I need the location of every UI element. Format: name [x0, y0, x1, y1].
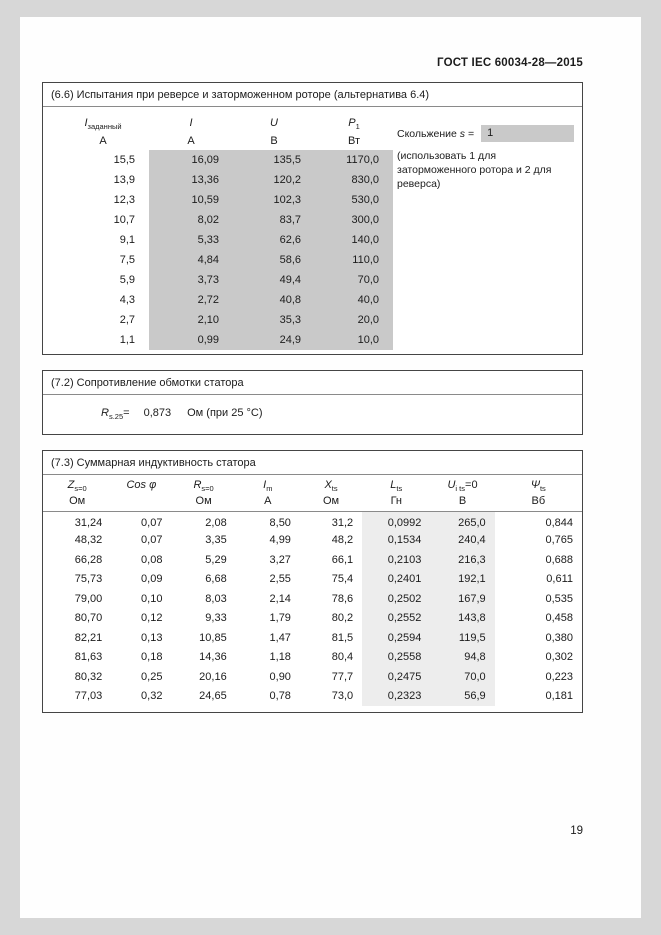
table-cell: 5,29: [205, 553, 227, 566]
table-cell: 48,32: [74, 534, 103, 547]
table-cell: 0,2323: [362, 687, 430, 707]
table-cell: 5,9: [119, 274, 135, 287]
section-6-6-body: [43, 107, 582, 354]
column-header-x: $X_{ts}$: [324, 479, 338, 494]
table-cell: 0,2475: [362, 667, 430, 687]
table-cell: 0,2502: [362, 589, 430, 609]
table-cell: 530,0: [315, 190, 393, 210]
table-cell: 140,0: [315, 230, 393, 250]
table-row: [57, 330, 393, 350]
table-cell: 216,3: [430, 550, 494, 570]
table-cell: 2,14: [269, 592, 291, 605]
table-cell: 3,35: [205, 534, 227, 547]
table-cell: 0,13: [141, 631, 163, 644]
section-7-3: [42, 450, 583, 713]
table-cell: 94,8: [430, 648, 494, 668]
table-cell: 0,18: [141, 651, 163, 664]
table-row: [57, 190, 393, 210]
table-cell: 1,1: [119, 334, 135, 347]
document-page: [20, 17, 641, 918]
table-cell: 0,07: [141, 534, 163, 547]
table-row: [43, 570, 582, 590]
table-cell: 81,63: [74, 651, 103, 664]
table-cell: 24,9: [233, 330, 315, 350]
unit-label: Гн: [362, 494, 430, 512]
table-cell: 82,21: [74, 631, 103, 644]
table-cell: 0,07: [141, 516, 163, 529]
resistance-symbol: $R_{s.25}=$: [101, 407, 130, 422]
table-cell: 8,03: [205, 592, 227, 605]
section-7-2-title: (7.2) Сопротивление обмотки статора: [43, 371, 582, 395]
table-row: [57, 150, 393, 170]
unit-label: А: [99, 135, 107, 148]
column-header-psi: $\Psi_{ts}$: [530, 479, 546, 494]
table-cell: 0,688: [545, 553, 573, 566]
table-cell: 73,0: [331, 690, 354, 703]
table-cell: 0,535: [545, 592, 573, 605]
table-cell: 31,24: [74, 516, 103, 529]
table-cell: 240,4: [430, 531, 494, 551]
table-cell: 1,18: [269, 651, 291, 664]
table-cell: 143,8: [430, 609, 494, 629]
table-cell: 70,0: [315, 270, 393, 290]
table-cell: 120,2: [233, 170, 315, 190]
section-6-6-title: (6.6) Испытания при реверсе и заторможенном роторе (альтернатива 6.4): [43, 83, 582, 107]
table-cell: 16,09: [149, 150, 233, 170]
table-row: [57, 290, 393, 310]
table-cell: 0,844: [545, 516, 573, 529]
table-cell: 9,33: [205, 612, 227, 625]
table-cell: 0,1534: [362, 531, 430, 551]
table-row: [57, 310, 393, 330]
table-cell: 0,611: [546, 573, 573, 586]
table-cell: 83,7: [233, 210, 315, 230]
unit-label: Ом: [300, 494, 362, 512]
table-cell: 2,55: [269, 573, 291, 586]
table-cell: 8,50: [269, 516, 291, 529]
unit-label: Ом: [43, 494, 111, 512]
unit-label: Ом: [171, 494, 235, 512]
table-cell: 167,9: [430, 589, 494, 609]
table-cell: 77,03: [74, 690, 103, 703]
table-cell: 300,0: [315, 210, 393, 230]
unit-label: В: [430, 494, 494, 512]
table-cell: 0,380: [545, 631, 573, 644]
table-cell: 0,2552: [362, 609, 430, 629]
table-row: [57, 230, 393, 250]
table-cell: 6,68: [205, 573, 227, 586]
table-cell: 77,7: [331, 670, 354, 683]
table-row: [43, 628, 582, 648]
table-header-row: [43, 475, 582, 493]
table-cell: 2,72: [149, 290, 233, 310]
table-cell: 15,5: [113, 154, 135, 167]
table-cell: 80,4: [331, 651, 354, 664]
resistance-unit: Ом (при 25 °C): [187, 407, 263, 420]
document-header: ГОСТ IEC 60034-28—2015: [437, 57, 583, 69]
table-cell: 75,73: [74, 573, 103, 586]
slip-note: (использовать 1 для заторможенного ротора и 2 для реверса): [397, 150, 552, 191]
column-header-l: $L_{ts}$: [390, 479, 403, 494]
resistance-value: 0,873: [143, 407, 172, 420]
column-header-z: $Z_{s=0}$: [67, 479, 87, 494]
page-number: 19: [570, 825, 583, 838]
column-header-i: I: [189, 117, 193, 129]
table-cell: 0,09: [141, 573, 163, 586]
table-cell: 62,6: [233, 230, 315, 250]
table-cell: 4,3: [119, 294, 135, 307]
slip-value-input[interactable]: 1: [481, 125, 574, 142]
table-cell: 0,78: [269, 690, 291, 703]
unit-label: В: [270, 135, 278, 148]
table-cell: 80,2: [331, 612, 354, 625]
slip-row: [397, 125, 574, 142]
table-cell: 2,10: [149, 310, 233, 330]
table-cell: 1170,0: [315, 150, 393, 170]
table-cell: 10,7: [113, 214, 135, 227]
table-cell: 2,08: [205, 516, 227, 529]
table-cell: 9,1: [119, 234, 135, 247]
table-cell: 119,5: [430, 628, 494, 648]
table-cell: 79,00: [74, 592, 103, 605]
table-cell: 13,9: [113, 174, 135, 187]
table-cell: 0,32: [141, 690, 163, 703]
table-cell: 0,90: [269, 670, 291, 683]
table-cell: 20,16: [199, 670, 227, 683]
section-7-2: [42, 370, 583, 435]
table-cell: 8,02: [149, 210, 233, 230]
table-cell: 7,5: [119, 254, 135, 267]
table-cell: 1,47: [269, 631, 291, 644]
table-cell: 1,79: [269, 612, 291, 625]
table-cell: 12,3: [113, 194, 135, 207]
table-cell: 3,27: [269, 553, 291, 566]
table-cell: 830,0: [315, 170, 393, 190]
column-header-u: $U_{i ts}=0$: [447, 479, 478, 494]
table-cell: 49,4: [233, 270, 315, 290]
table-cell: 40,0: [315, 290, 393, 310]
table-cell: 31,2: [331, 516, 354, 529]
table-cell: 24,65: [199, 690, 227, 703]
column-header-u: U: [270, 117, 278, 129]
table-cell: 0,25: [141, 670, 163, 683]
unit-label: А: [236, 494, 300, 512]
table-row: [57, 270, 393, 290]
table-row: [57, 170, 393, 190]
table-cell: 5,33: [149, 230, 233, 250]
table-cell: 58,6: [233, 250, 315, 270]
table-cell: 0,2558: [362, 648, 430, 668]
table-row: [43, 648, 582, 668]
table-cell: 0,99: [149, 330, 233, 350]
table-row: [43, 589, 582, 609]
column-header-p1: $P_1$: [348, 117, 360, 132]
table-cell: 35,3: [233, 310, 315, 330]
table-cell: 3,73: [149, 270, 233, 290]
table-cell: 135,5: [233, 150, 315, 170]
section-7-2-body: [43, 395, 582, 434]
table-cell: 66,28: [74, 553, 103, 566]
table-cell: 78,6: [331, 592, 354, 605]
table-cell: 0,2103: [362, 550, 430, 570]
table-cell: 75,4: [331, 573, 354, 586]
table-cell: 4,99: [269, 534, 291, 547]
table-cell: 265,0: [430, 511, 494, 531]
table-cell: 0,0992: [362, 511, 430, 531]
table-units-row: [43, 494, 582, 512]
table-cell: 48,2: [331, 534, 354, 547]
table-cell: 4,84: [149, 250, 233, 270]
table-cell: 0,12: [141, 612, 163, 625]
table-cell: 110,0: [315, 250, 393, 270]
table-row: [43, 609, 582, 629]
table-cell: 14,36: [199, 651, 227, 664]
table-cell: 66,1: [331, 553, 354, 566]
table-cell: 56,9: [430, 687, 494, 707]
section-6-6: [42, 82, 583, 355]
table-cell: 0,181: [545, 690, 573, 703]
table-cell: 0,08: [141, 553, 163, 566]
table-row: [43, 511, 582, 531]
unit-label: Вб: [495, 494, 582, 512]
table-cell: 102,3: [233, 190, 315, 210]
table-cell: 70,0: [430, 667, 494, 687]
table-row: [43, 687, 582, 707]
table-cell: 20,0: [315, 310, 393, 330]
column-header-im: $I_m$: [263, 479, 273, 494]
table-units-row: [57, 133, 393, 150]
table-cell: 0,302: [545, 651, 573, 664]
stator-inductance-table: [43, 475, 582, 706]
unit-label: [111, 494, 171, 512]
table-cell: 13,36: [149, 170, 233, 190]
table-row: [57, 210, 393, 230]
table-cell: 80,70: [74, 612, 103, 625]
unit-label: Вт: [347, 135, 360, 148]
column-header-cos-phi: Cos φ: [126, 479, 157, 492]
table-cell: 10,59: [149, 190, 233, 210]
table-cell: 80,32: [74, 670, 103, 683]
locked-rotor-test-table: [57, 115, 393, 350]
table-cell: 0,2594: [362, 628, 430, 648]
slip-panel: [397, 125, 574, 350]
unit-label: А: [187, 135, 195, 148]
table-cell: 192,1: [430, 570, 494, 590]
table-cell: 0,458: [545, 612, 573, 625]
table-row: [57, 250, 393, 270]
table-cell: 0,223: [545, 670, 573, 683]
table-cell: 81,5: [331, 631, 354, 644]
slip-label: Скольжение s =: [397, 127, 475, 140]
table-cell: 2,7: [119, 314, 135, 327]
column-header-r: $R_{s=0}$: [193, 479, 214, 494]
table-cell: 0,10: [141, 592, 163, 605]
table-cell: 10,0: [315, 330, 393, 350]
table-row: [43, 667, 582, 687]
section-7-3-title: (7.3) Суммарная индуктивность статора: [43, 451, 582, 475]
table-cell: 0,2401: [362, 570, 430, 590]
table-row: [43, 550, 582, 570]
table-cell: 40,8: [233, 290, 315, 310]
column-header-i-set: $I_{заданный}$: [84, 117, 122, 132]
table-row: [43, 531, 582, 551]
table-cell: 10,85: [199, 631, 227, 644]
table-header-row: [57, 115, 393, 133]
table-cell: 0,765: [545, 534, 573, 547]
